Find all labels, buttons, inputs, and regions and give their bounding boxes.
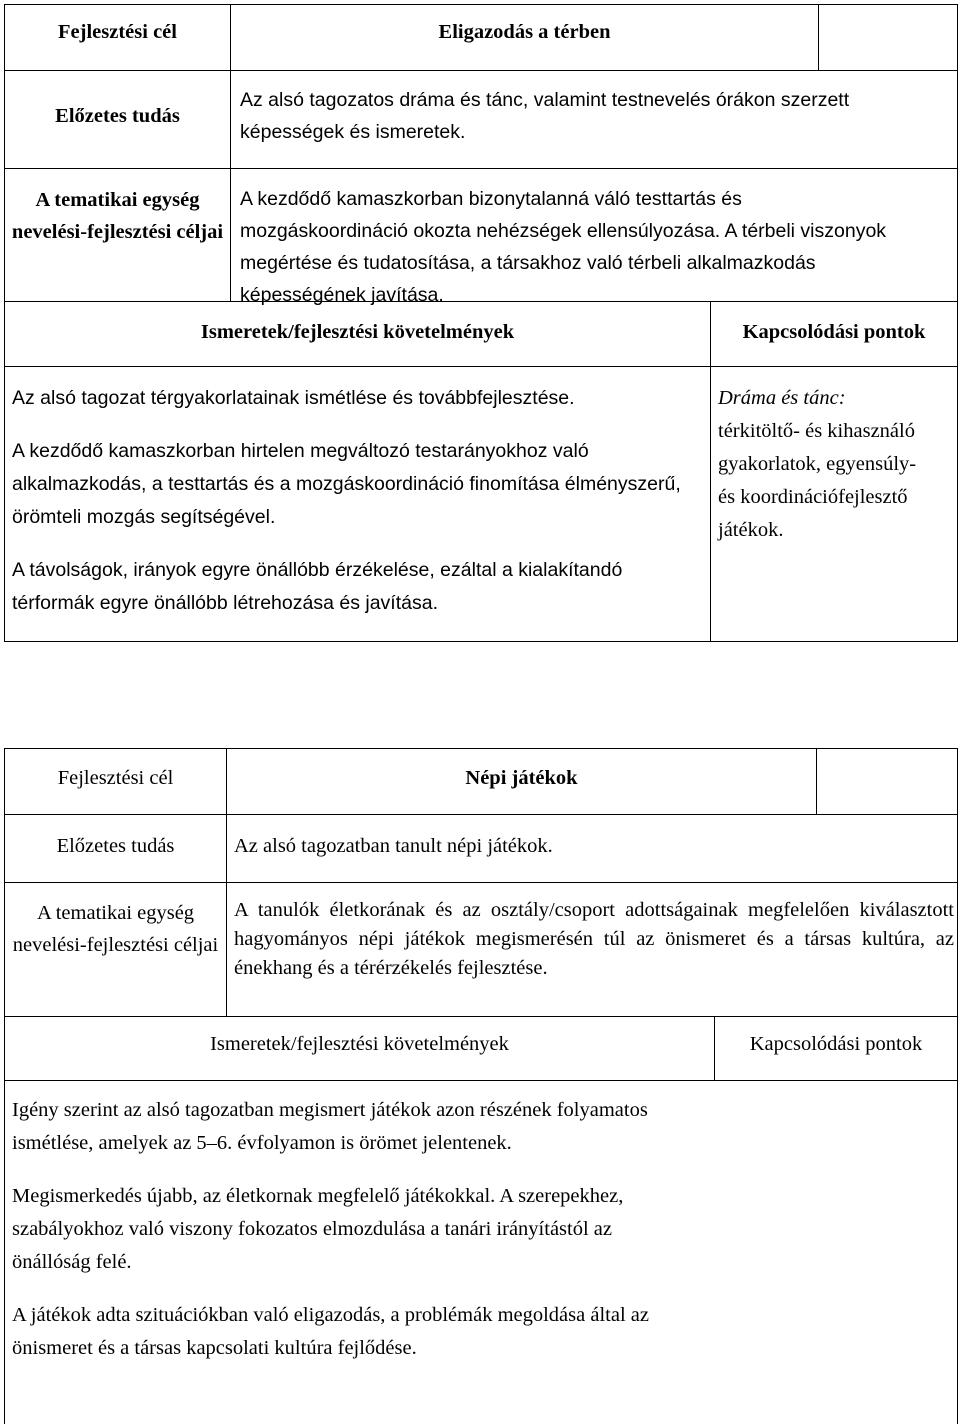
celjai-label: A tematikai egység nevelési-fejlesztési céljai <box>11 189 224 243</box>
fejlesztesi-cel-label: Fejlesztési cél <box>57 767 174 789</box>
celjai-value: A kezdődő kamaszkorban bizonytalanná váló testtartás és mozgáskoordináció okozta nehézségek ellensúlyozása. A térbeli viszonyok megértése és tudatosítása, a társakhoz való térbeli alkalmazkodás képességének javítása. <box>240 188 887 306</box>
ismeretek-header: Ismeretek/fejlesztési követelmények <box>210 1033 509 1055</box>
ismeretek-paragraph: A távolságok, irányok egyre önállóbb érzékelése, ezáltal a kialakítandó térformák egyre önállóbb létrehozása és javítása. <box>12 559 623 614</box>
kapcsolodasi-header: Kapcsolódási pontok <box>742 321 926 343</box>
fejlesztesi-cel-label: Fejlesztési cél <box>58 21 177 43</box>
ismeretek-paragraph: A kezdődő kamaszkorban hirtelen megváltozó testarányokhoz való alkalmazkodás, a testtartás és a mozgáskoordináció finomítása élményszerű, örömteli mozgás segítségével. <box>12 440 681 528</box>
elozetes-tudas-value: Az alsó tagozatos dráma és tánc, valamint testnevelés órákon szerzett képességek és ismeretek. <box>240 89 850 143</box>
ismeretek-content <box>12 1094 692 1365</box>
elozetes-tudas-value: Az alsó tagozatban tanult népi játékok. <box>234 835 553 857</box>
kapcsolodasi-text: térkitöltő- és kihasználó gyakorlatok, egyensúly- és koordinációfejlesztő játékok. <box>718 420 917 541</box>
fejlesztesi-cel-value: Eligazodás a térben <box>438 21 611 43</box>
kapcsolodasi-content <box>718 382 948 547</box>
ismeretek-content <box>12 382 702 620</box>
celjai-value: A tanulók életkorának és az osztály/csoport adottságainak megfelelően kiválasztott hagyományos népi játékok megismerésén túl az önismeret és a társas kultúra, az énekhang és a térérzékelés fejlesztése. <box>234 899 954 979</box>
celjai-label: A tematikai egység nevelési-fejlesztési céljai <box>12 902 219 956</box>
elozetes-tudas-label: Előzetes tudás <box>56 835 175 857</box>
ismeretek-paragraph: A játékok adta szituációkban való eligazodás, a problémák megoldása által az önismeret és a társas kapcsolati kultúra fejlődése. <box>12 1304 649 1359</box>
ismeretek-paragraph: Az alsó tagozat térgyakorlatainak ismétlése és továbbfejlesztése. <box>12 387 575 409</box>
fejlesztesi-cel-value: Népi játékok <box>465 767 578 789</box>
ismeretek-header: Ismeretek/fejlesztési követelmények <box>200 321 515 343</box>
ismeretek-paragraph: Megismerkedés újabb, az életkornak megfelelő játékokkal. A szerepekhez, szabályokhoz való viszony fokozatos elmozdulása a tanári irányítástól az önállóság felé. <box>12 1185 624 1273</box>
kapcsolodasi-header: Kapcsolódási pontok <box>749 1033 923 1055</box>
ismeretek-paragraph: Igény szerint az alsó tagozatban megismert játékok azon részének folyamatos ismétlése, amelyek az 5–6. évfolyamon is örömet jelentenek. <box>12 1099 648 1154</box>
elozetes-tudas-label: Előzetes tudás <box>55 105 180 127</box>
kapcsolodasi-subject: Dráma és tánc: <box>718 387 846 409</box>
